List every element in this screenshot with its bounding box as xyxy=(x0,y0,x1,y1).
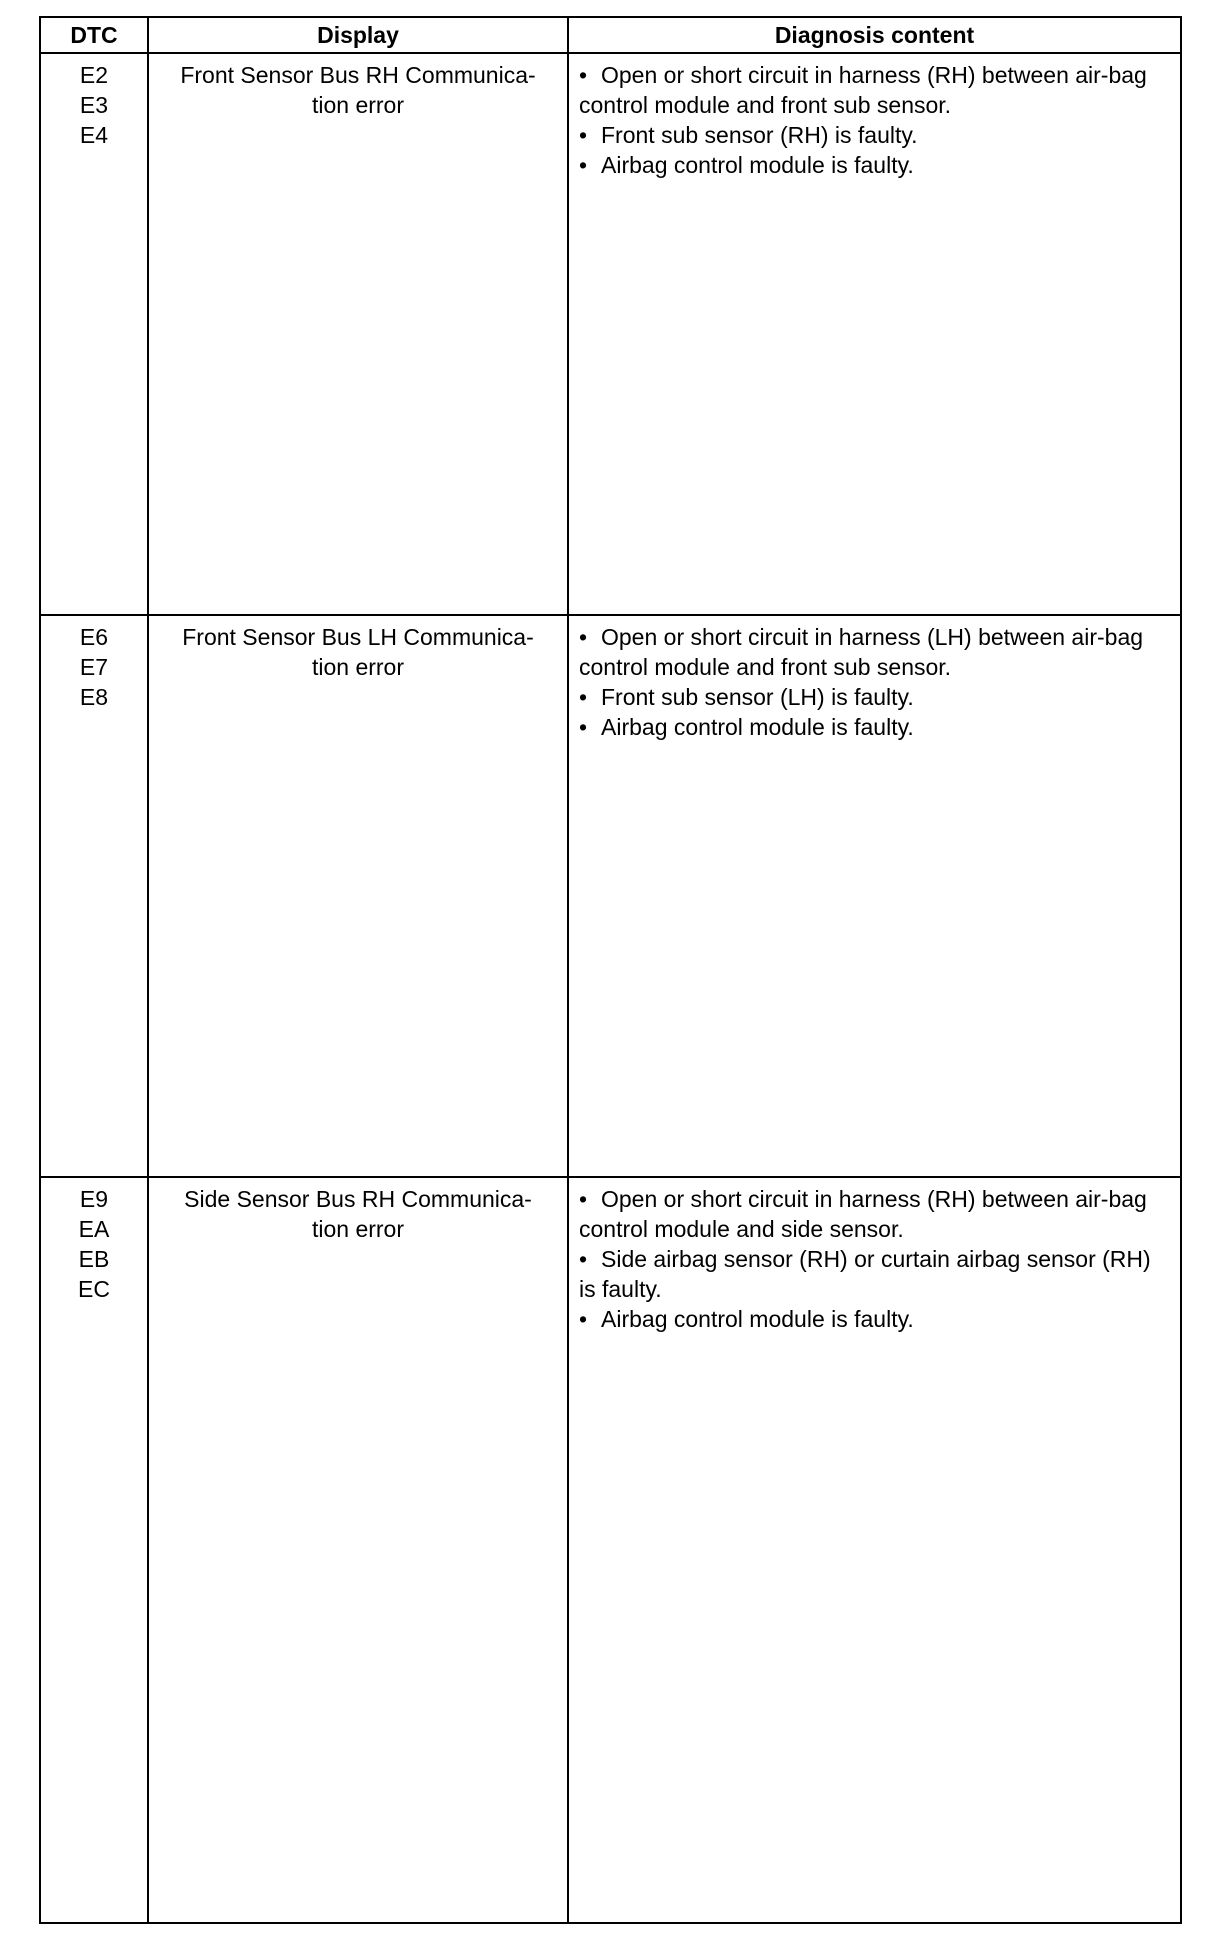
display-cell xyxy=(148,1177,568,1923)
dtc-code: E2 xyxy=(79,62,109,88)
header-diagnosis: Diagnosis content xyxy=(568,17,1181,53)
display-text: tion error xyxy=(311,92,405,118)
dtc-code: E9 xyxy=(79,1186,109,1212)
table-row xyxy=(40,1177,1181,1923)
dtc-code: EB xyxy=(78,1246,110,1272)
dtc-code: EC xyxy=(78,1276,110,1302)
diagnosis-item: • Open or short circuit in harness (LH) between air-bag control module and front sub sensor. xyxy=(579,624,1144,680)
display-cell xyxy=(148,615,568,1177)
display-cell xyxy=(148,53,568,615)
table-header-row xyxy=(40,17,1181,53)
dtc-code: E3 xyxy=(79,92,109,118)
diagnosis-item: • Open or short circuit in harness (RH) between air-bag control module and side sensor. xyxy=(579,1186,1147,1242)
diagnosis-item: • Airbag control module is faulty. xyxy=(579,152,914,178)
diagnosis-item: • Open or short circuit in harness (RH) between air-bag control module and front sub sensor. xyxy=(579,62,1147,118)
diagnosis-item: • Side airbag sensor (RH) or curtain airbag sensor (RH) is faulty. xyxy=(579,1246,1151,1302)
diagnosis-item: • Front sub sensor (RH) is faulty. xyxy=(579,122,918,148)
diagnosis-cell xyxy=(568,615,1181,1177)
display-text: Front Sensor Bus RH Communica- xyxy=(180,62,536,88)
display-text: tion error xyxy=(311,1216,405,1242)
diagnosis-item: • Front sub sensor (LH) is faulty. xyxy=(579,684,914,710)
dtc-code: E4 xyxy=(79,122,109,148)
diagnosis-cell xyxy=(568,1177,1181,1923)
display-text: Front Sensor Bus LH Communica- xyxy=(182,624,534,650)
dtc-codes-cell xyxy=(40,1177,148,1923)
diagnosis-item: • Airbag control module is faulty. xyxy=(579,714,914,740)
display-text: tion error xyxy=(311,654,405,680)
dtc-code: E6 xyxy=(79,624,109,650)
dtc-codes-cell xyxy=(40,615,148,1177)
dtc-codes-cell xyxy=(40,53,148,615)
diagnosis-item: • Airbag control module is faulty. xyxy=(579,1306,914,1332)
dtc-code: E8 xyxy=(79,684,109,710)
dtc-code: E7 xyxy=(79,654,109,680)
dtc-table xyxy=(39,16,1182,1924)
diagnosis-cell xyxy=(568,53,1181,615)
header-display: Display xyxy=(148,17,568,53)
display-text: Side Sensor Bus RH Communica- xyxy=(184,1186,532,1212)
table-row xyxy=(40,53,1181,615)
dtc-code: EA xyxy=(78,1216,110,1242)
header-dtc: DTC xyxy=(40,17,148,53)
table-row xyxy=(40,615,1181,1177)
